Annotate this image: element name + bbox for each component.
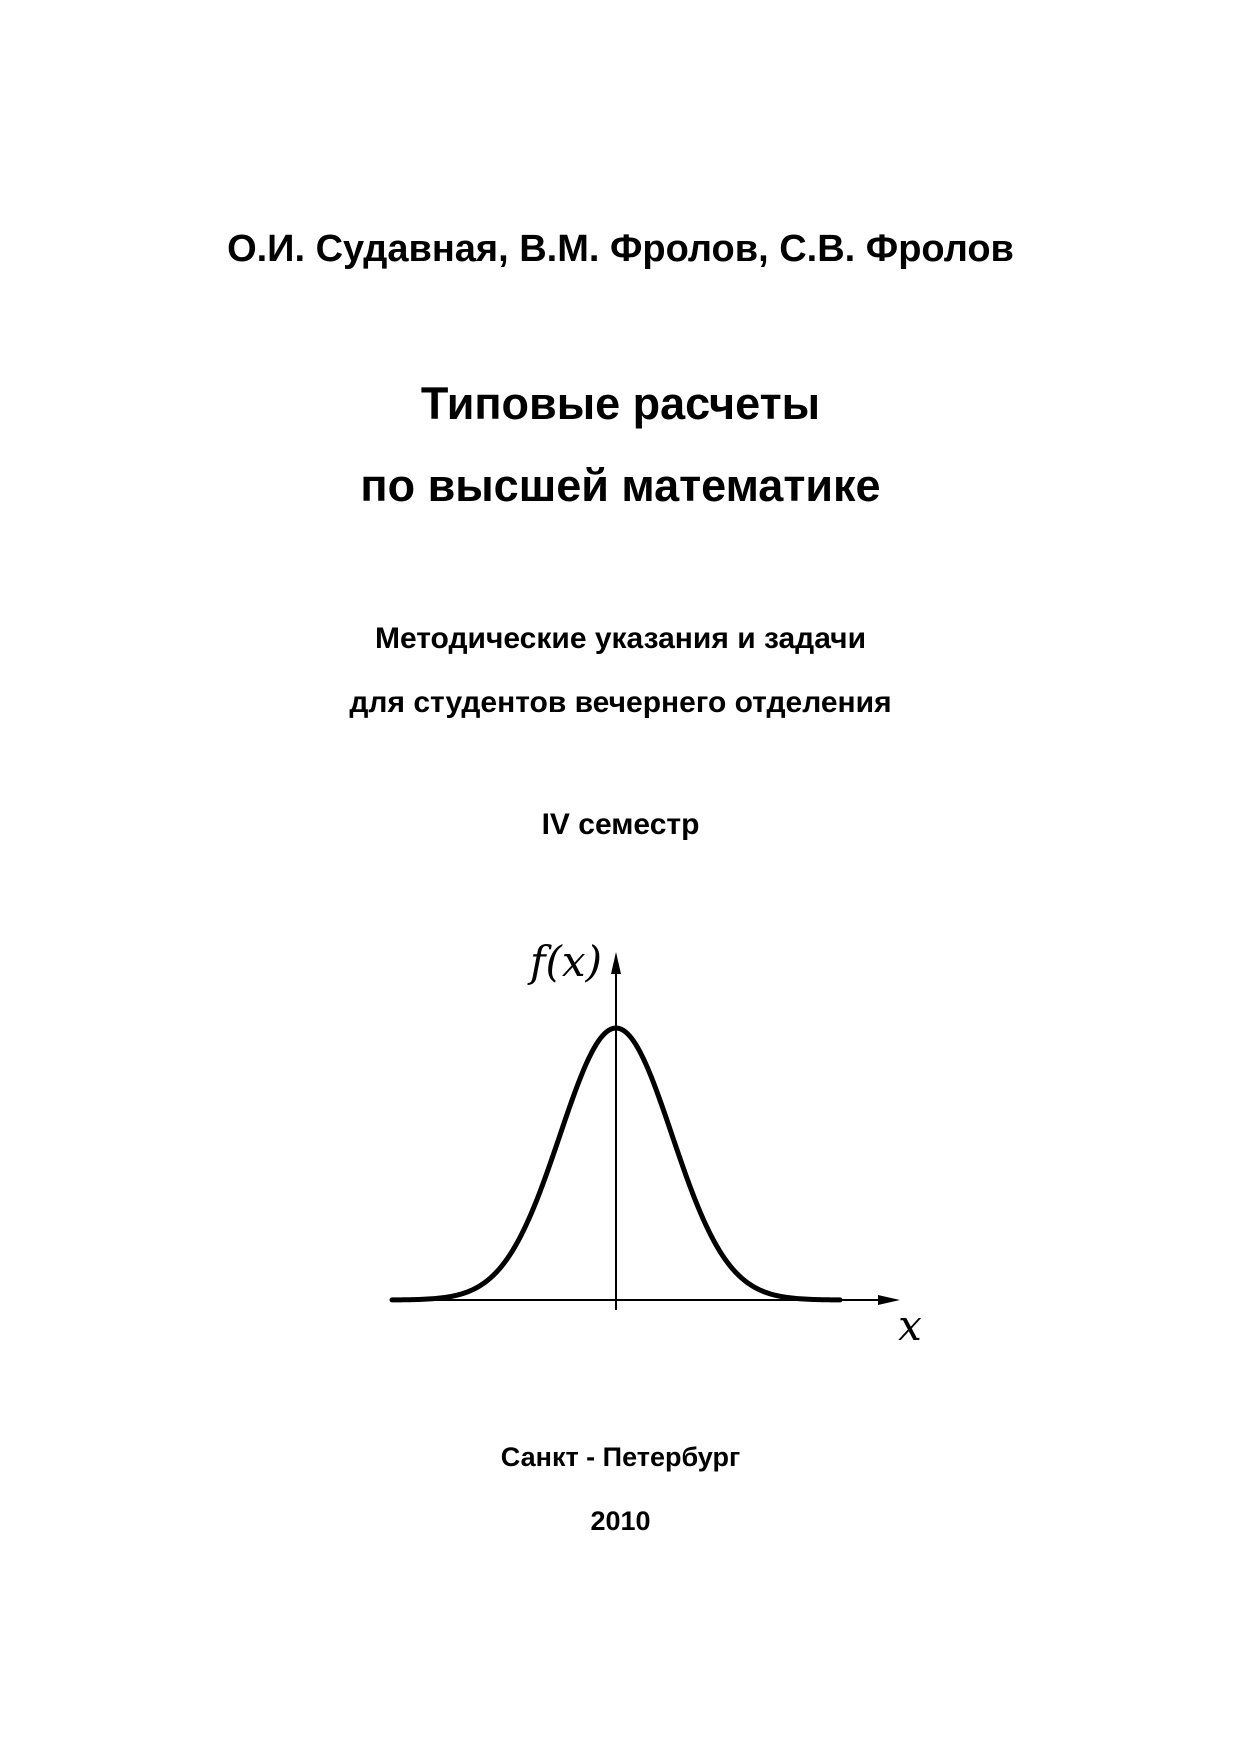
city: Санкт - Петербург bbox=[500, 1442, 741, 1472]
semester: IV семестр bbox=[541, 808, 700, 841]
title-line-1: Типовые расчеты bbox=[420, 378, 821, 429]
y-axis-label: f(x) bbox=[529, 937, 603, 986]
subtitle-line-2: для студентов вечернего отделения bbox=[349, 686, 892, 719]
gaussian-chart bbox=[380, 930, 940, 1350]
x-axis-label: x bbox=[898, 1301, 922, 1350]
title-line-2: по высшей математике bbox=[360, 460, 881, 511]
x-axis-arrow bbox=[878, 1295, 900, 1305]
authors: О.И. Судавная, В.М. Фролов, С.В. Фролов bbox=[227, 228, 1014, 270]
subtitle-line-1: Методические указания и задачи bbox=[374, 622, 867, 655]
y-axis-arrow bbox=[611, 952, 621, 974]
year: 2010 bbox=[590, 1506, 651, 1536]
